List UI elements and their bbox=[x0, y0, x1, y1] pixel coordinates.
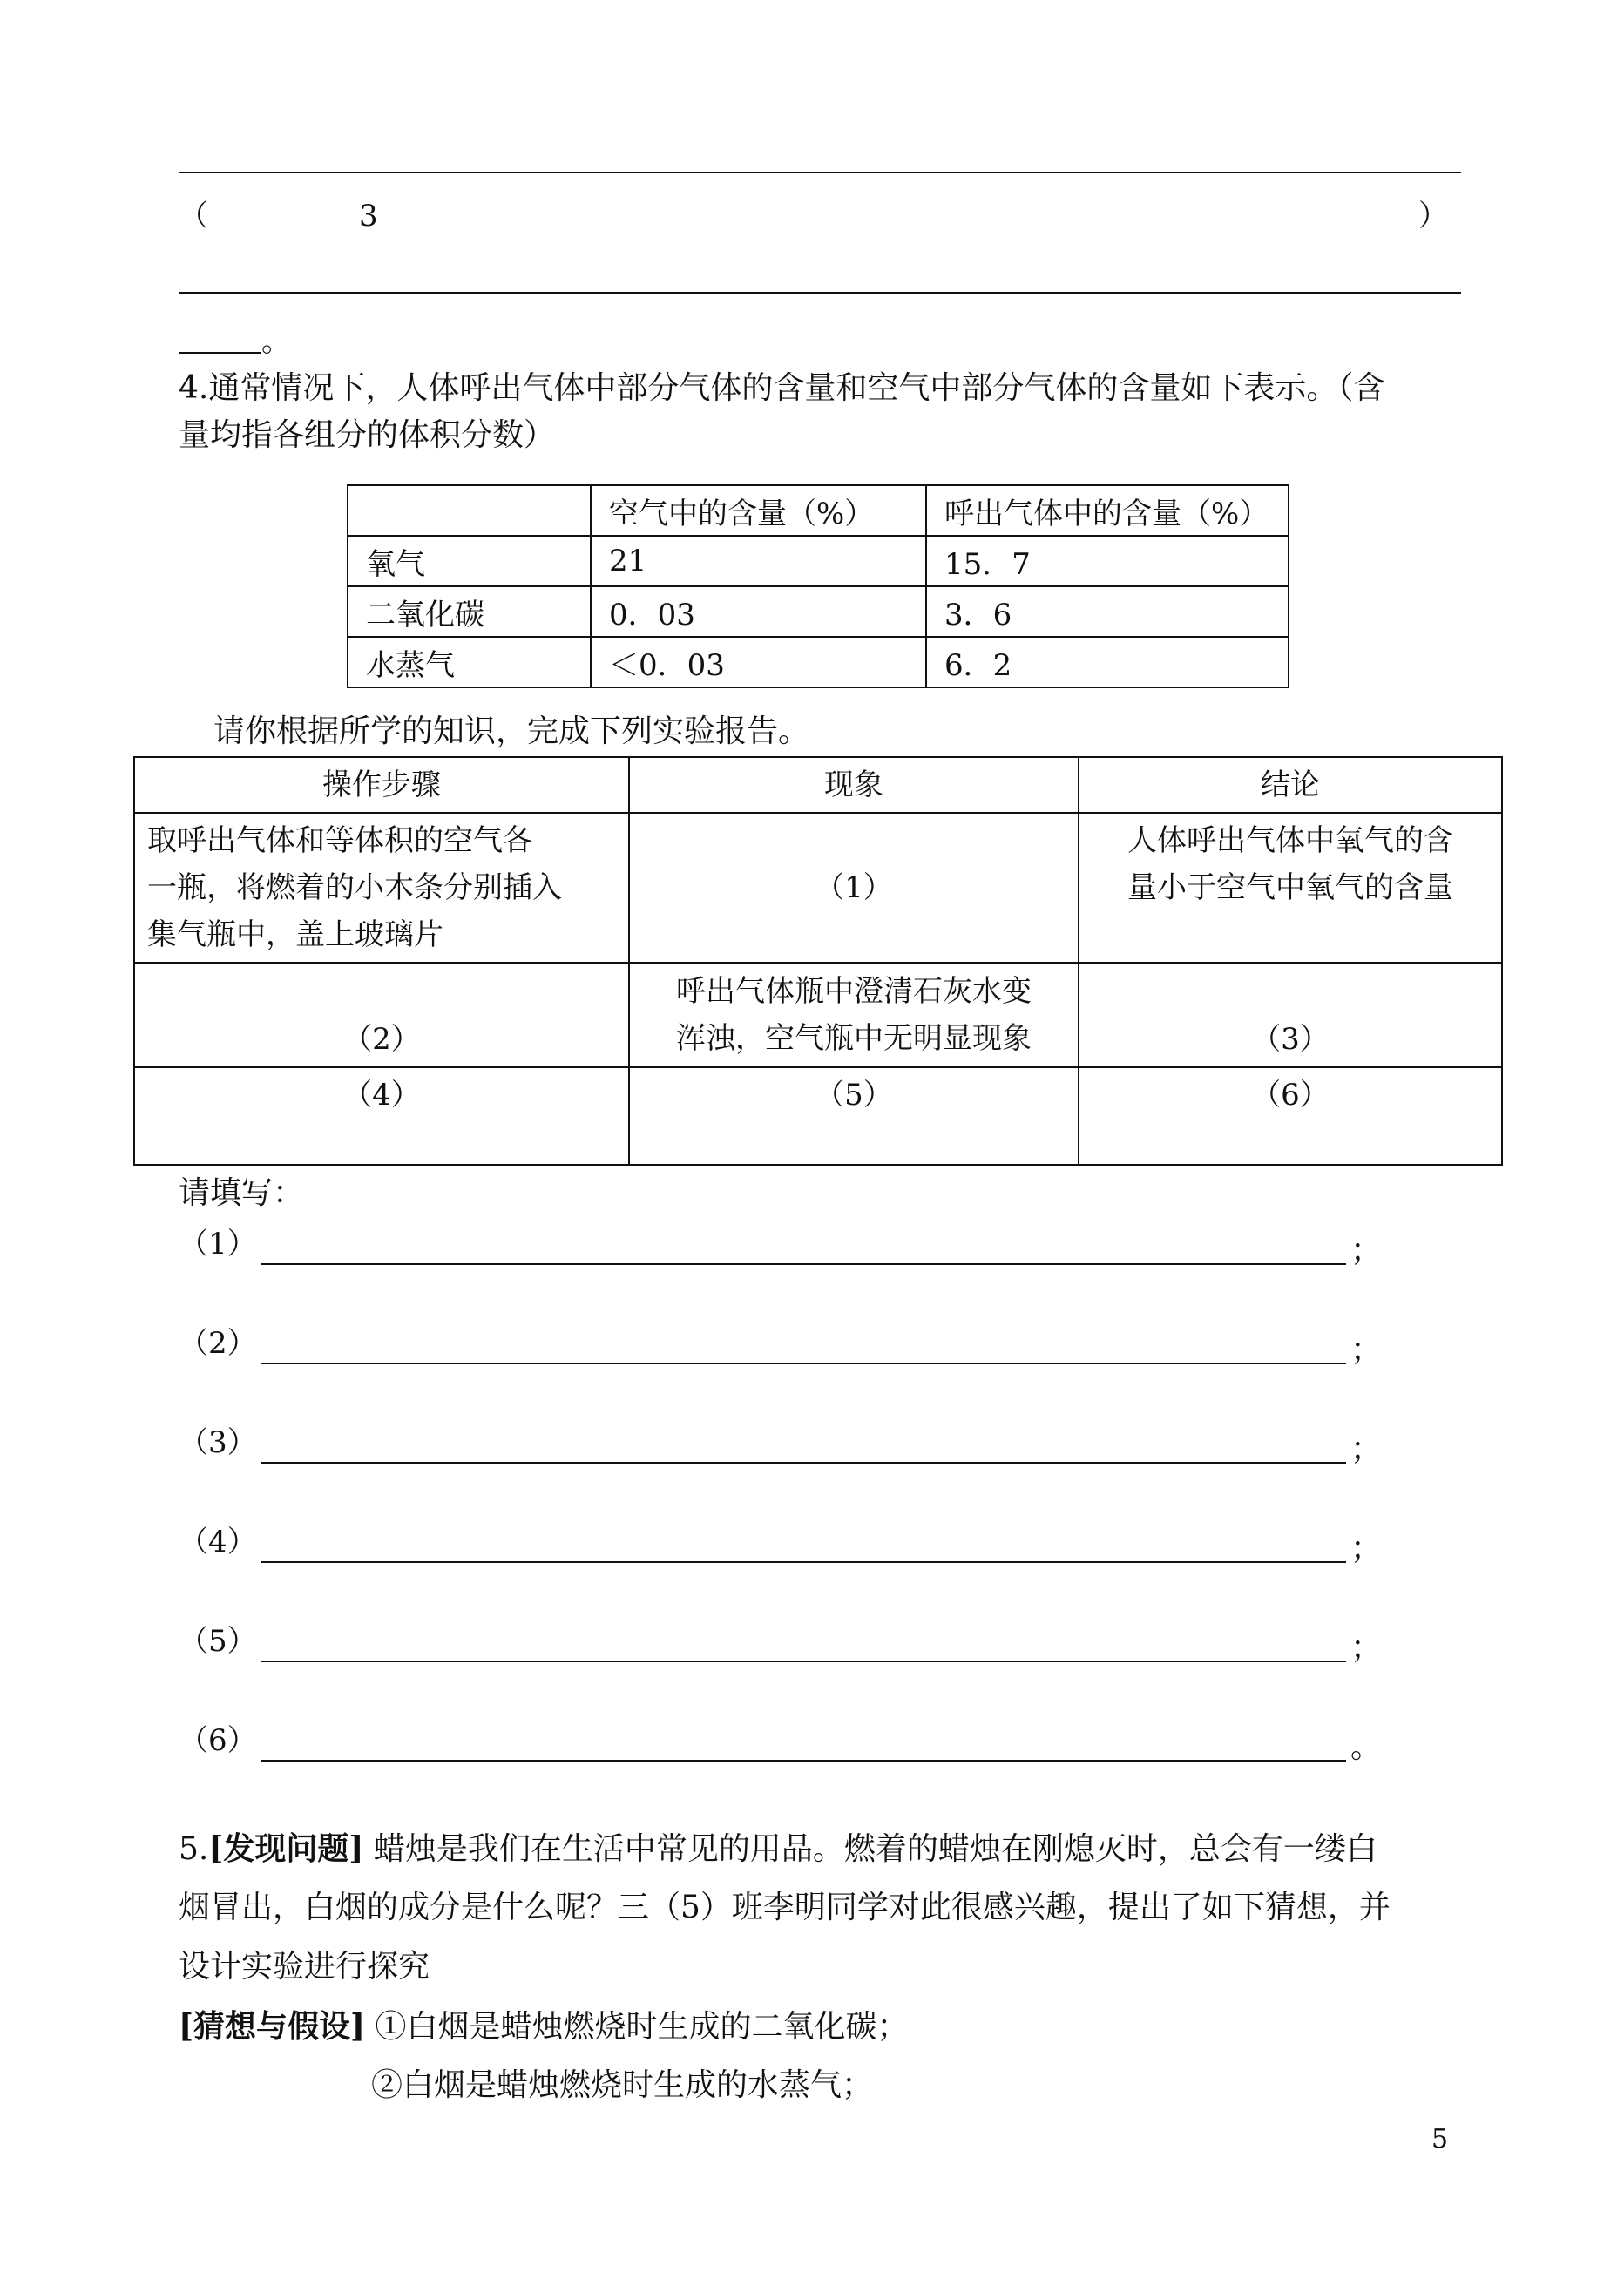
q4-instruction: 请你根据所学的知识，完成下列实验报告。 bbox=[213, 714, 810, 749]
experiment-report-table bbox=[133, 756, 1503, 1166]
table-cell bbox=[629, 963, 1079, 1067]
fill-item bbox=[179, 1715, 1398, 1767]
table-header-cell: 操作步骤 bbox=[134, 757, 629, 813]
answer-blank[interactable] bbox=[261, 1661, 1346, 1662]
answer-blank[interactable] bbox=[261, 1462, 1346, 1464]
table-header-row bbox=[134, 757, 1502, 813]
cell-line: 集气瓶中，盖上玻璃片 bbox=[147, 917, 443, 952]
table-header-cell: 结论 bbox=[1079, 757, 1502, 813]
fill-label: （3） bbox=[179, 1425, 257, 1460]
q5-hypothesis-1: ①白烟是蜡烛燃烧时生成的二氧化碳； bbox=[365, 2009, 909, 2045]
table-cell: 二氧化碳 bbox=[348, 586, 591, 637]
table-header-row bbox=[348, 485, 1289, 536]
table-cell: （2） bbox=[134, 963, 629, 1067]
q5-number: 5. bbox=[179, 1831, 209, 1867]
fill-end-mark: ； bbox=[1350, 1630, 1383, 1666]
q5-tag-discover: [发现问题] bbox=[208, 1830, 364, 1867]
fill-item bbox=[179, 1615, 1398, 1667]
table-row bbox=[134, 813, 1502, 963]
q4-text-line1: 4.通常情况下，人体呼出气体中部分气体的含量和空气中部分气体的含量如下表示。（含 bbox=[179, 370, 1385, 406]
answer-blank[interactable] bbox=[261, 1760, 1346, 1762]
fill-label: （4） bbox=[179, 1525, 257, 1559]
fill-end-mark: 。 bbox=[1350, 1729, 1383, 1765]
q5-text-line3: 设计实验进行探究 bbox=[179, 1949, 430, 1985]
q5-hypothesis-line1 bbox=[179, 2007, 909, 2046]
fill-end-mark: ； bbox=[1350, 1233, 1383, 1268]
answer-blank[interactable] bbox=[261, 1561, 1346, 1563]
fill-label: （6） bbox=[179, 1723, 257, 1758]
q3-number: 3 bbox=[359, 199, 378, 233]
cell-line: 呼出气体瓶中澄清石灰水变 bbox=[676, 974, 1032, 1009]
gas-content-table bbox=[347, 484, 1289, 688]
answer-line-q3-short bbox=[179, 352, 261, 354]
fill-end-mark: ； bbox=[1350, 1332, 1383, 1368]
cell-line: 一瓶，将燃着的小木条分别插入 bbox=[147, 870, 562, 905]
table-header-cell: 呼出气体中的含量（%） bbox=[926, 485, 1289, 536]
table-cell: 15．7 bbox=[926, 536, 1289, 586]
q3-close-paren: ） bbox=[1418, 199, 1448, 233]
cell-line: 浑浊，空气瓶中无明显现象 bbox=[676, 1021, 1032, 1056]
q5-text-line2: 烟冒出，白烟的成分是什么呢？三（5）班李明同学对此很感兴趣，提出了如下猜想，并 bbox=[179, 1890, 1391, 1925]
table-cell: （1） bbox=[629, 813, 1079, 963]
cell-line: 人体呼出气体中氧气的含 bbox=[1127, 823, 1453, 858]
fill-item bbox=[179, 1317, 1398, 1370]
fill-prompt: 请填写： bbox=[179, 1175, 305, 1211]
table-row bbox=[348, 586, 1289, 637]
table-cell: 氧气 bbox=[348, 536, 591, 586]
q5-tag-hypothesis: [猜想与假设] bbox=[179, 2008, 366, 2045]
fill-item bbox=[179, 1417, 1398, 1469]
cell-line: 量小于空气中氧气的含量 bbox=[1127, 870, 1453, 905]
table-row bbox=[134, 1067, 1502, 1165]
q5-text-line1 bbox=[179, 1830, 1377, 1869]
fill-end-mark: ； bbox=[1350, 1531, 1383, 1566]
table-cell: 3．6 bbox=[926, 586, 1289, 637]
q3-end-mark: 。 bbox=[261, 324, 291, 359]
answer-blank[interactable] bbox=[261, 1363, 1346, 1364]
table-header-cell: 空气中的含量（%） bbox=[591, 485, 926, 536]
table-header-cell: 现象 bbox=[629, 757, 1079, 813]
table-row bbox=[348, 637, 1289, 687]
fill-label: （5） bbox=[179, 1624, 257, 1659]
fill-end-mark: ； bbox=[1350, 1431, 1383, 1467]
table-header-cell bbox=[348, 485, 591, 536]
table-cell: （5） bbox=[629, 1067, 1079, 1165]
cell-line: 取呼出气体和等体积的空气各 bbox=[147, 823, 532, 858]
table-cell: 0．03 bbox=[591, 586, 926, 637]
table-cell: 水蒸气 bbox=[348, 637, 591, 687]
fill-label: （1） bbox=[179, 1227, 257, 1261]
fill-item bbox=[179, 1516, 1398, 1568]
page-number: 5 bbox=[1431, 2124, 1449, 2154]
table-cell: ＜0．03 bbox=[591, 637, 926, 687]
table-cell bbox=[134, 813, 629, 963]
table-cell: 21 bbox=[591, 536, 926, 586]
answer-line-q3 bbox=[179, 292, 1461, 294]
q4-text-line2: 量均指各组分的体积分数） bbox=[179, 417, 556, 453]
answer-line-top bbox=[179, 172, 1461, 173]
table-cell: （3） bbox=[1079, 963, 1502, 1067]
table-cell: 6．2 bbox=[926, 637, 1289, 687]
table-row bbox=[348, 536, 1289, 586]
fill-item bbox=[179, 1218, 1398, 1270]
fill-label: （2） bbox=[179, 1326, 257, 1361]
table-cell bbox=[1079, 813, 1502, 963]
table-cell: （6） bbox=[1079, 1067, 1502, 1165]
answer-blank[interactable] bbox=[261, 1263, 1346, 1265]
table-cell: （4） bbox=[134, 1067, 629, 1165]
q3-open-paren: （ bbox=[179, 199, 208, 233]
q5-line1-text: 蜡烛是我们在生活中常见的用品。燃着的蜡烛在刚熄灭时，总会有一缕白 bbox=[363, 1831, 1377, 1867]
q5-hypothesis-line2: ②白烟是蜡烛燃烧时生成的水蒸气； bbox=[371, 2067, 874, 2103]
table-row bbox=[134, 963, 1502, 1067]
